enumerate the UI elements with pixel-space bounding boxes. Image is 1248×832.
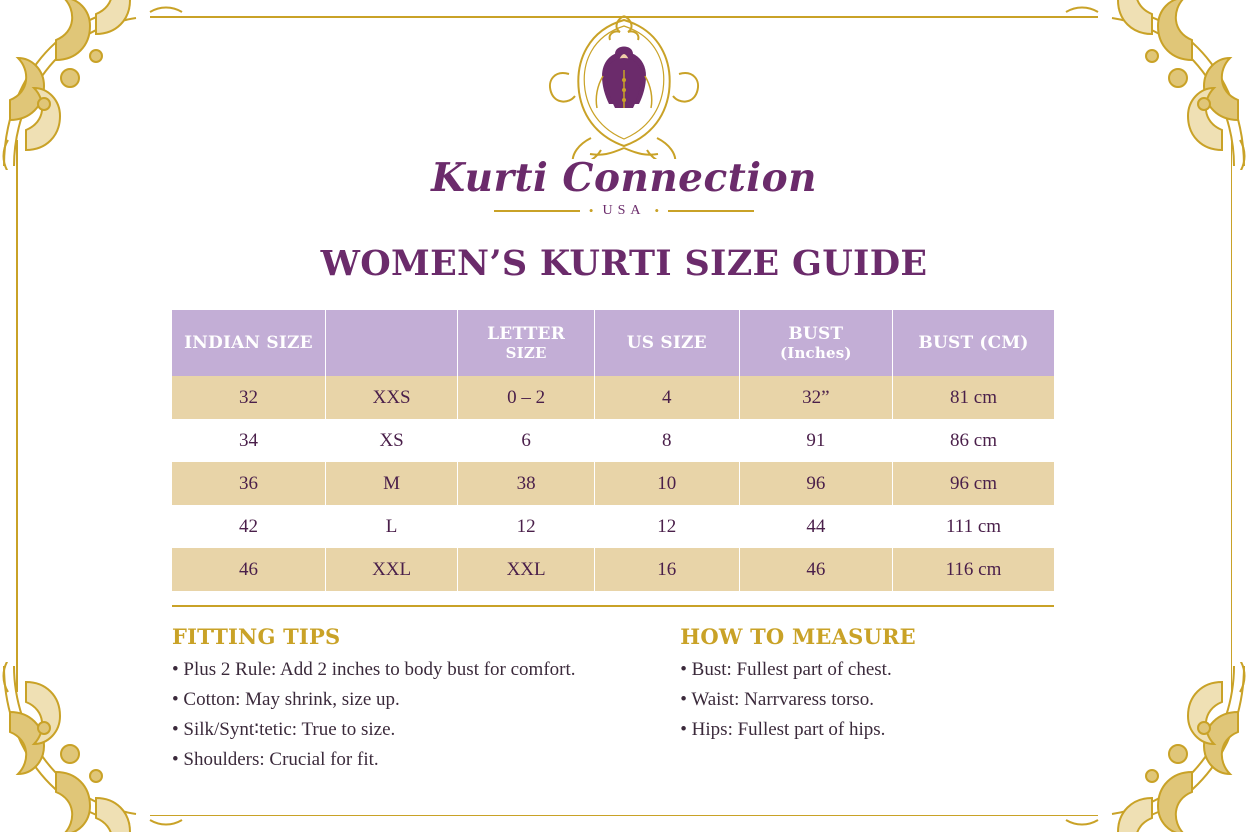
brand-header xyxy=(0,14,1248,219)
column-header-label: BUST xyxy=(788,324,844,344)
table-row xyxy=(172,462,1054,505)
cell-size-code: L xyxy=(325,505,457,548)
cell-letter-size: 38 xyxy=(458,462,595,505)
cell-bust-inches: 96 xyxy=(739,462,892,505)
list-item: • Plus 2 Rule: Add 2 inches to body bust for comfort. xyxy=(172,659,576,680)
page-title: WOMEN’S KURTI SIZE GUIDE xyxy=(320,243,928,284)
fitting-tips-heading: FITTING TIPS xyxy=(172,624,341,649)
column-header-indian-size xyxy=(172,310,325,376)
cell-us-size: 10 xyxy=(594,462,739,505)
cell-indian-size: 32 xyxy=(172,376,325,419)
cell-bust-inches: 32” xyxy=(739,376,892,419)
fitting-tips-section xyxy=(172,624,632,775)
cell-letter-size: XXL xyxy=(458,548,595,591)
table-row xyxy=(172,419,1054,462)
brand-name: Kurti Connection xyxy=(431,155,817,201)
list-item: • Bust: Fullest part of chest. xyxy=(680,659,892,680)
cell-letter-size: 6 xyxy=(458,419,595,462)
corner-ornament-icon xyxy=(1048,662,1248,832)
cell-us-size: 4 xyxy=(594,376,739,419)
border-line-right xyxy=(1231,140,1233,692)
fitting-tips-list xyxy=(172,655,632,775)
cell-indian-size: 42 xyxy=(172,505,325,548)
cell-bust-inches: 44 xyxy=(739,505,892,548)
cell-us-size: 16 xyxy=(594,548,739,591)
table-row xyxy=(172,505,1054,548)
cell-indian-size: 46 xyxy=(172,548,325,591)
cell-bust-cm: 111 cm xyxy=(893,505,1054,548)
border-line-bottom xyxy=(150,815,1098,817)
cell-bust-cm: 81 cm xyxy=(893,376,1054,419)
cell-letter-size: 12 xyxy=(458,505,595,548)
list-item: • Shoulders: Crucial for fit. xyxy=(172,749,379,771)
cell-us-size: 12 xyxy=(594,505,739,548)
list-item: • Cotton: May shrink, size up. xyxy=(172,689,400,711)
column-header-bust-cm xyxy=(893,310,1054,376)
column-header-us-size xyxy=(594,310,739,376)
brand-subtitle-row xyxy=(0,203,1248,219)
cell-size-code: XS xyxy=(325,419,457,462)
table-row xyxy=(172,376,1054,419)
column-header-sublabel: SIZE xyxy=(505,344,547,362)
table-header-row xyxy=(172,310,1054,376)
cell-size-code: XXL xyxy=(325,548,457,591)
size-table xyxy=(172,310,1054,591)
table-row xyxy=(172,548,1054,591)
woman-in-dupatta-emblem-icon xyxy=(529,14,719,159)
list-item: • Silk/Synt∶tetic: True to size. xyxy=(172,719,396,741)
brand-rule-right xyxy=(668,210,754,211)
column-header-label: LETTER xyxy=(487,324,566,344)
brand-rule-left xyxy=(494,210,580,211)
cell-bust-inches: 91 xyxy=(739,419,892,462)
brand-subtitle: USA xyxy=(602,203,646,218)
cell-bust-cm: 116 cm xyxy=(893,548,1054,591)
column-header-label: US SIZE xyxy=(626,333,707,353)
cell-indian-size: 36 xyxy=(172,462,325,505)
column-header-blank xyxy=(325,310,457,376)
cell-bust-cm: 96 cm xyxy=(893,462,1054,505)
cell-indian-size: 34 xyxy=(172,419,325,462)
column-header-sublabel: (Inches) xyxy=(779,344,852,362)
how-to-measure-list xyxy=(680,655,1072,745)
size-table-container xyxy=(172,310,1054,591)
list-item: • Hips: Fullest part of hips. xyxy=(680,719,886,741)
cell-bust-inches: 46 xyxy=(739,548,892,591)
cell-size-code: M xyxy=(325,462,457,505)
cell-letter-size: 0 – 2 xyxy=(458,376,595,419)
how-to-measure-heading: HOW TO MEASURE xyxy=(680,624,916,649)
list-item: • Waist: Narrvaress torso. xyxy=(680,689,874,711)
corner-ornament-icon xyxy=(0,662,200,832)
how-to-measure-section xyxy=(680,624,1072,775)
column-header-label: BUST (CM) xyxy=(918,333,1029,353)
section-divider xyxy=(172,605,1054,607)
info-sections xyxy=(172,624,1072,775)
cell-size-code: XXS xyxy=(325,376,457,419)
cell-us-size: 8 xyxy=(594,419,739,462)
cell-bust-cm: 86 cm xyxy=(893,419,1054,462)
column-header-label: INDIAN SIZE xyxy=(184,333,313,353)
column-header-letter-size xyxy=(458,310,595,376)
brand-dot-right: • xyxy=(654,203,660,218)
brand-dot-left: • xyxy=(588,203,594,218)
column-header-bust-inches xyxy=(739,310,892,376)
border-line-left xyxy=(16,140,18,692)
